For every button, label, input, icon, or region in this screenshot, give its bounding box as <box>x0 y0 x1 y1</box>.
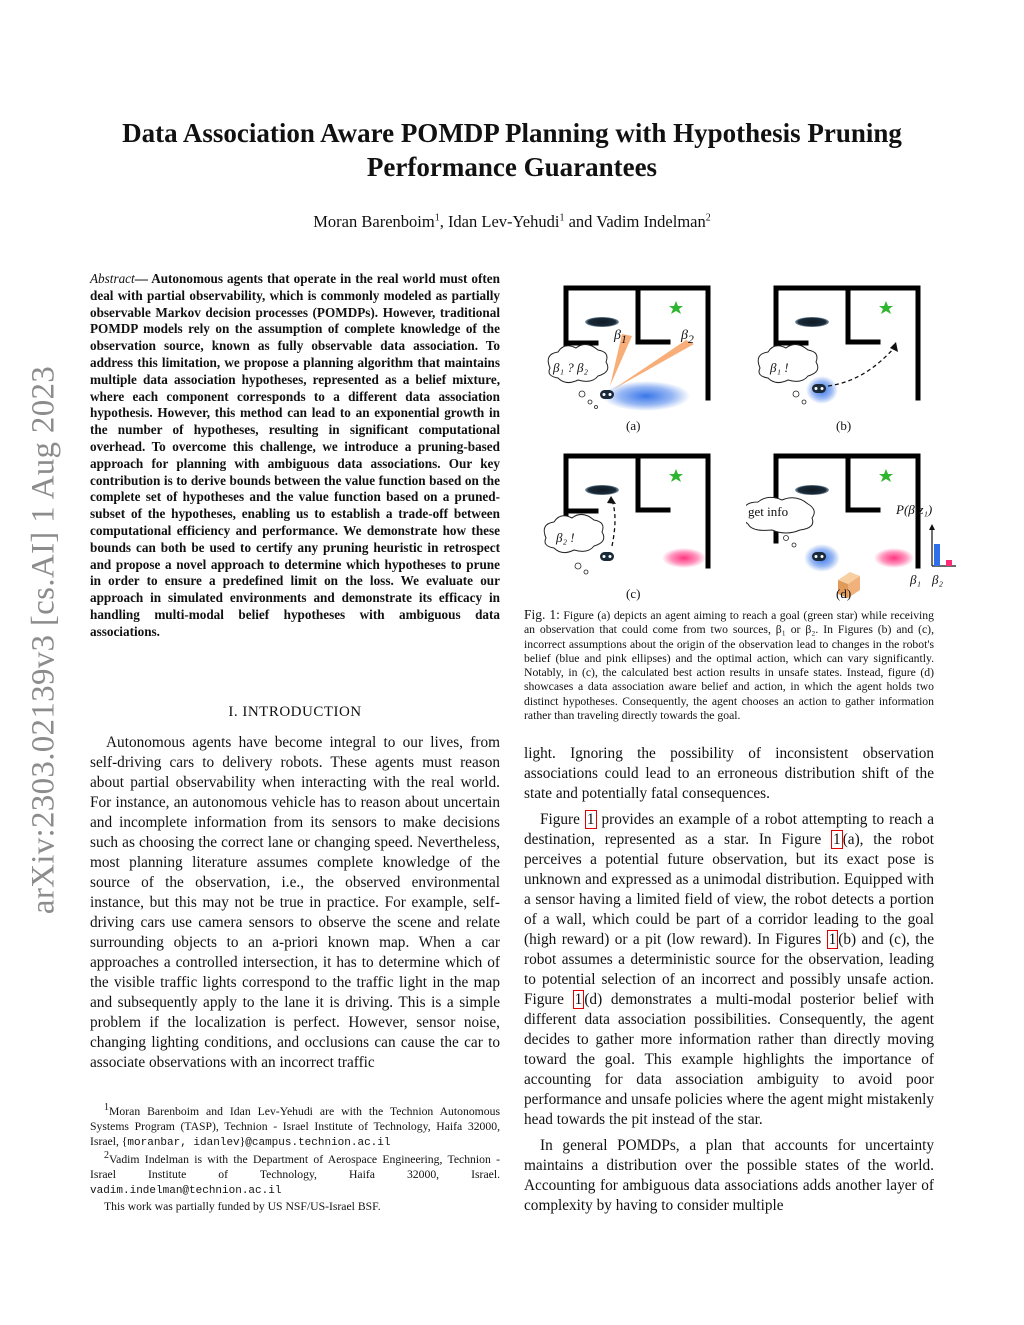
beta-subscript: 2 <box>687 332 694 346</box>
footnote-1-domain: @campus.technion.ac.il <box>245 1137 391 1150</box>
panel-label-a: (a) <box>626 418 641 433</box>
panel-c <box>536 446 726 608</box>
caption-text: Figure (a) depicts an agent aiming to reach a goal (green star) while receiving an observation that could come from two sources, β₁ or β₂. In Figures (b) and (c), incorrect assumptions about the origin of the observation lead to changes in the robot's belief (blue and pink ellipses) and the optimal action, which can vary significantly. Notably, in (c), the calculated best action results in unsafe states. Instead, figure (d) showcases a data association aware belief and action, in which the agent holds two distinct hypotheses. Consequently, the agent chooses an action to gather information rather than traveling directly towards the goal. <box>524 609 934 723</box>
figure-caption <box>524 608 934 723</box>
goal-star-icon <box>669 469 683 482</box>
thought-dot <box>584 570 588 574</box>
goal-star-icon <box>879 469 893 482</box>
panel-label-c: (c) <box>626 586 641 601</box>
section-heading: I. INTRODUCTION <box>228 704 362 720</box>
abstract-label: Abstract <box>90 271 135 286</box>
robot-icon <box>812 552 826 561</box>
pit-icon <box>795 317 829 327</box>
figure-ref-link[interactable]: 1 <box>586 811 595 828</box>
belief-ellipse-blue <box>602 381 690 411</box>
belief-ellipse-pink <box>874 548 914 568</box>
footnote-1 <box>90 1104 500 1152</box>
robot-icon <box>600 552 614 561</box>
arxiv-identifier: arXiv:2303.02139v3 [cs.AI] 1 Aug 2023 <box>25 365 62 915</box>
action-arrow <box>828 346 896 386</box>
pit-icon <box>585 317 619 327</box>
affil-mark: 2 <box>705 212 711 224</box>
bubble-text-a: β₁ ? β₂ <box>553 360 588 375</box>
author-3: Vadim Indelman <box>596 212 706 231</box>
bubble-text-b: β₁ ! <box>770 360 789 375</box>
pit-icon <box>585 485 619 495</box>
bubble-text-c: β₂ ! <box>556 530 575 545</box>
footnote-1-emails: moranbar, idanlev <box>127 1137 240 1150</box>
title-line-1: Data Association Aware POMDP Planning with Hypothesis Pruning <box>122 118 902 148</box>
abstract-dash: — <box>134 271 148 286</box>
text-run: (d) demonstrates a multi-modal posterior belief with different data association possibilities. Consequently, the agent decides to gather more information rather than directly moving toward the goal. This example highlights the importance of accounting for data association ambiguity to avoid poor performance and unsafe policies where the agent might mistakenly head towards the pit instead of the star. <box>524 991 934 1128</box>
figure-ref-link[interactable]: 1 <box>574 991 583 1008</box>
author-separator: and <box>564 212 597 231</box>
author-2: Idan Lev-Yehudi <box>447 212 560 231</box>
text-run: Figure <box>540 811 585 828</box>
paragraph-general-pomdps: In general POMDPs, a plan that accounts for uncertainty maintains a distribution over the possible states of the world. Accounting for ambiguous data associations adds another layer of complexity by having to consider multiple <box>524 1137 934 1214</box>
thought-dot <box>579 391 585 397</box>
text-run: provides an example of a robot attempting to reach a destination, represented as a star. In Figure <box>524 811 934 848</box>
affil-mark: 1 <box>559 212 565 224</box>
footnote-1-text: Moran Barenboim and Idan Lev-Yehudi are with the Technion Autonomous Systems Program (TASP), Technion - Israel Institute of Technology, Haifa 32000, Israel, { <box>90 1105 500 1149</box>
paragraph-continued: light. Ignoring the possibility of inconsistent observation associations could lead to an erroneous distribution shift of the state and potentially fatal consequences. <box>524 745 934 802</box>
probability-label: P(β|z₁) <box>896 502 933 517</box>
thought-dot <box>588 400 592 404</box>
arrow-head <box>607 496 616 504</box>
footnote-mark: 1 <box>104 1102 109 1114</box>
intro-paragraph: Autonomous agents have become integral to our lives, from self-driving cars to delivery robots. These agents must reason about partial observability when interacting with the real world. For instance, an autonomous vehicle has to reason about uncertain and incomplete information from its sensors to make decisions such as choosing the correct lane or changing speed. Nevertheless, most planning literature assumes complete knowledge of the source of the observation, i.e., the observed environmental instance, but this may not be true in practice. For example, self-driving cars use camera sensors to observe the scene and relate surrounding objects to an a-priori known map. When a car approaches a controlled intersection, it has to determine which of the visible traffic lights correspond to the traffic light in the map and subsequently apply to the lane it is driving. This is a simple problem if the localization is perfect. However, sensor noise, changing lighting conditions, and occlusions can cause the car to associate observations with an incorrect traffic <box>90 734 500 1071</box>
text-run: (b) and (c), the robot assumes a deterministic source for the observation, leading to potential selection of an incorrect and possibly unsafe action. Figure <box>524 931 934 1008</box>
thought-dot <box>802 400 806 404</box>
goal-star-icon <box>669 301 683 314</box>
author-list <box>80 210 944 234</box>
robot-icon <box>812 384 826 393</box>
paragraph-figure-description <box>524 810 934 1130</box>
panel-a <box>536 278 726 440</box>
goal-star-icon <box>879 301 893 314</box>
thought-dot <box>595 406 598 409</box>
action-arrow <box>612 500 615 546</box>
thought-dot <box>575 563 581 569</box>
abstract-text: Autonomous agents that operate in the real world must often deal with partial observability, which is commonly modeled as partially observable Markov decision processes (POMDPs). However, traditional POMDP models rely on the assumption of complete knowledge of the observation source, known as fully observable data association. To address this limitation, we propose a planning algorithm that maintains multiple data association hypotheses, represented as a belief mixture, where each component corresponds to a different data association hypothesis. However, this method can lead to an exponential growth in the number of hypotheses, resulting in significant computational overhead. To overcome this challenge, we introduce a pruning-based approach for planning with ambiguous data associations. Our key contribution is to derive bounds between the value function based on the complete set of hypotheses and the value function based on a pruned-subset of the hypotheses, enabling us to establish a trade-off between computational efficiency and performance. We demonstrate how these bounds can both be used to certify any pruning heuristic in retrospect and propose a novel approach to determine which hypotheses to prune in order to ensure a predefined limit on the loss. We evaluate our approach in simulated environments and demonstrate its efficacy in handling multi-modal belief hypotheses with ambiguous data associations. <box>90 271 500 639</box>
author-separator: , <box>439 212 448 231</box>
thought-dot <box>793 391 799 397</box>
bar-beta1 <box>934 544 940 566</box>
figure-1 <box>536 278 956 608</box>
thought-dot <box>784 536 789 541</box>
bubble-text-d: get info <box>748 504 789 519</box>
panel-label-b: (b) <box>836 418 852 433</box>
right-column <box>524 744 934 1222</box>
author-1: Moran Barenboim <box>313 212 435 231</box>
footnote-mark: 2 <box>104 1149 109 1161</box>
beta-symbol: β <box>681 328 688 343</box>
pit-icon <box>795 485 829 495</box>
beta2-label <box>681 328 694 346</box>
bar-label-beta2: β₂ <box>932 572 943 587</box>
beta-subscript: 1 <box>620 332 627 346</box>
footnote-1-brace: } <box>239 1135 246 1149</box>
bar-beta2 <box>946 560 952 566</box>
footnotes <box>90 1104 500 1214</box>
figure-ref-link[interactable]: 1 <box>828 931 837 948</box>
robot-icon <box>600 390 614 399</box>
beta-symbol: β <box>614 328 621 343</box>
paper-title <box>80 116 944 184</box>
belief-ellipse-pink <box>662 548 706 568</box>
footnote-2-email: vadim.indelman@technion.ac.il <box>90 1185 282 1198</box>
beta1-label <box>614 328 627 346</box>
thought-dot <box>792 543 796 547</box>
footnote-2 <box>90 1149 500 1200</box>
panel-d <box>746 446 956 608</box>
title-line-2: Performance Guarantees <box>366 152 658 182</box>
bar-label-beta1: β₁ <box>910 572 921 587</box>
funding-note: This work was partially funded by US NSF/US-Israel BSF. <box>104 1200 381 1214</box>
arrow-head <box>890 342 898 352</box>
caption-label: Fig. 1: <box>524 607 560 622</box>
panel-b <box>746 278 936 440</box>
footnote-2-text: Vadim Indelman is with the Department of Aerospace Engineering, Technion - Israel Institute of Technology, Haifa 32000, Israel. <box>90 1152 500 1181</box>
abstract <box>90 271 500 641</box>
affil-mark: 1 <box>434 212 440 224</box>
panel-label-d: (d) <box>836 586 852 601</box>
figure-ref-link[interactable]: 1 <box>833 831 841 848</box>
probability-plot <box>929 524 956 566</box>
text-run: (a), the robot perceives a potential future observation, but its exact pose is unknown and expressed as a unimodal distribution. Equipped with a sensor having a limited field of view, the robot detects a portion of a wall, which could be part of a corridor leading to the goal (high reward) or a pit (low reward). In Figures <box>524 831 934 948</box>
